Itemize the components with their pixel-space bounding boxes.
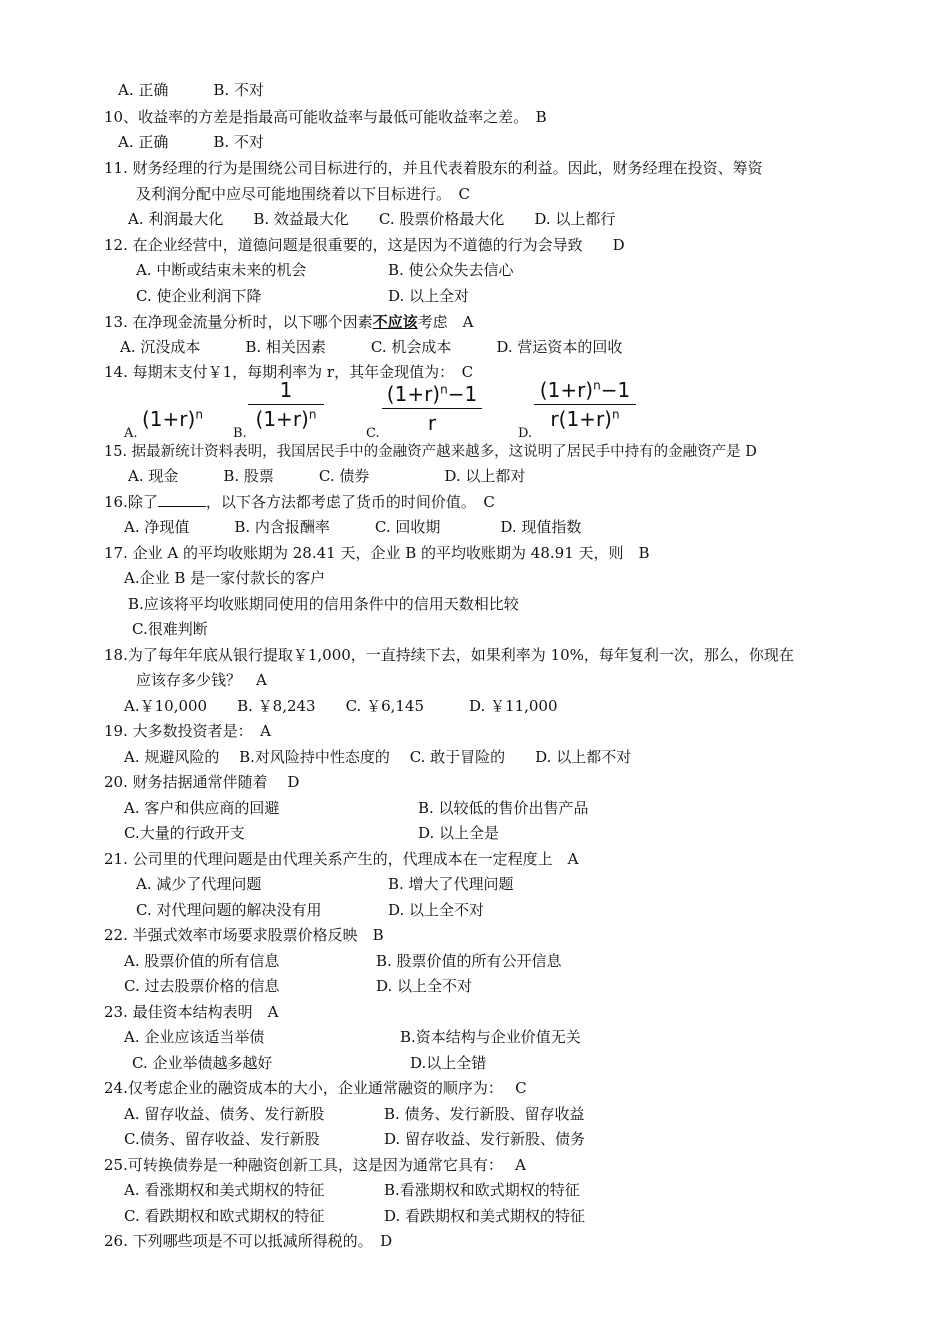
- question-18-line1: 18.为了每年年底从银行提取￥1,000，一直持续下去，如果利率为 10%，每年复利一次，那么，你现在: [104, 646, 794, 664]
- question-11-line2: 及利润分配中应尽可能地围绕着以下目标进行。 C: [136, 185, 470, 203]
- q20-option-c: C.大量的行政开支: [124, 824, 245, 842]
- q14-formula-a: [142, 407, 203, 431]
- question-18-line2: 应该存多少钱？ A: [136, 671, 267, 689]
- formula-c-num-exp: n: [440, 382, 448, 397]
- formula-b-denominator: [248, 407, 324, 431]
- q21-option-c: C. 对代理问题的解决没有用: [136, 901, 322, 919]
- q22-option-b: B. 股票价值的所有公开信息: [376, 952, 562, 970]
- formula-b-den-base: (1+r): [255, 407, 309, 431]
- q14-formula-b: [248, 378, 324, 431]
- q17-option-a: A.企业 B 是一家付款长的客户: [124, 569, 326, 587]
- formula-b-den-exp: n: [308, 407, 317, 422]
- formula-c-numerator: [382, 382, 482, 406]
- formula-d-den-base: (1+r): [558, 407, 612, 431]
- q14-label-b: B.: [233, 426, 247, 441]
- q23-option-a: A. 企业应该适当举债: [124, 1028, 265, 1046]
- q25-option-d: D. 看跌期权和美式期权的特征: [384, 1207, 586, 1225]
- q20-option-a: A. 客户和供应商的回避: [124, 799, 280, 817]
- q17-option-c: C.很难判断: [132, 620, 208, 638]
- q22-option-c: C. 过去股票价格的信息: [124, 977, 280, 995]
- q18-options: A.￥10,000 B. ￥8,243 C. ￥6,145 D. ￥11,000: [124, 697, 558, 715]
- formula-a-exp: n: [195, 407, 203, 422]
- q12-option-a: A. 中断或结束未来的机会: [136, 261, 307, 279]
- q12-option-d: D. 以上全对: [388, 287, 470, 305]
- q10-options: A. 正确 B. 不对: [118, 133, 264, 151]
- question-16: [104, 492, 495, 512]
- q9-options: A. 正确 B. 不对: [118, 81, 264, 99]
- q12-option-c: C. 使企业利润下降: [136, 287, 262, 305]
- q24-option-b: B. 债务、发行新股、留存收益: [384, 1105, 585, 1123]
- q13-text-post: 考虑 A: [417, 313, 474, 331]
- formula-d-num-minus: −1: [600, 378, 631, 402]
- q15-options: A. 现金 B. 股票 C. 债券 D. 以上都对: [128, 467, 526, 485]
- q23-option-b: B.资本结构与企业价值无关: [400, 1028, 581, 1046]
- question-15: 15. 据最新统计资料表明，我国居民手中的金融资产越来越多，这说明了居民手中持有的金融资产是 D: [104, 444, 757, 460]
- q24-option-a: A. 留存收益、债务、发行新股: [124, 1105, 325, 1123]
- question-11-line1: 11. 财务经理的行为是围绕公司目标进行的，并且代表着股东的利益。因此，财务经理在投资、筹资: [104, 159, 763, 177]
- q17-option-b: B.应该将平均收账期同使用的信用条件中的信用天数相比较: [128, 595, 519, 613]
- q14-formula-d: [534, 378, 636, 431]
- formula-d-denominator: [534, 407, 636, 431]
- formula-d-num-exp: n: [593, 378, 601, 393]
- q16-options: A. 净现值 B. 内含报酬率 C. 回收期 D. 现值指数: [124, 518, 582, 536]
- formula-c-num-minus: −1: [447, 382, 478, 406]
- question-24: 24.仅考虑企业的融资成本的大小，企业通常融资的顺序为： C: [104, 1079, 527, 1097]
- q25-option-a: A. 看涨期权和美式期权的特征: [124, 1181, 325, 1199]
- q24-option-d: D. 留存收益、发行新股、债务: [384, 1130, 586, 1148]
- q12-option-b: B. 使公众失去信心: [388, 261, 514, 279]
- q22-option-d: D. 以上全不对: [376, 977, 473, 995]
- q14-label-c: C.: [366, 426, 380, 441]
- fraction-bar: [534, 404, 636, 405]
- q19-options: A. 规避风险的 B.对风险持中性态度的 C. 敢于冒险的 D. 以上都不对: [124, 748, 632, 766]
- q14-label-d: D.: [518, 426, 533, 441]
- question-20: 20. 财务拮据通常伴随着 D: [104, 773, 300, 791]
- question-12: 12. 在企业经营中，道德问题是很重要的，这是因为不道德的行为会导致 D: [104, 236, 625, 254]
- q22-option-a: A. 股票价值的所有信息: [124, 952, 280, 970]
- formula-d-numerator: [534, 378, 636, 402]
- q14-formula-c: [382, 382, 482, 435]
- question-23: 23. 最佳资本结构表明 A: [104, 1003, 279, 1021]
- q13-text-pre: 13. 在净现金流量分析时，以下哪个因素: [104, 313, 373, 331]
- formula-a-base: (1+r): [142, 407, 196, 431]
- q13-options: A. 沉没成本 B. 相关因素 C. 机会成本 D. 营运资本的回收: [120, 338, 623, 356]
- formula-d-den-r: r: [550, 407, 559, 431]
- q24-option-c: C.债务、留存收益、发行新股: [124, 1130, 320, 1148]
- question-13: [104, 312, 473, 332]
- q14-label-a: A.: [124, 426, 138, 441]
- q25-option-c: C. 看跌期权和欧式期权的特征: [124, 1207, 325, 1225]
- formula-d-num-base: (1+r): [539, 378, 594, 402]
- question-17: 17. 企业 A 的平均收账期为 28.41 天，企业 B 的平均收账期为 48.91 天，则 B: [104, 544, 650, 562]
- q20-option-b: B. 以较低的售价出售产品: [418, 799, 589, 817]
- q21-option-a: A. 减少了代理问题: [136, 875, 262, 893]
- question-14: 14. 每期末支付￥1，每期利率为 r，其年金现值为： C: [104, 363, 474, 381]
- question-19: 19. 大多数投资者是： A: [104, 722, 271, 740]
- q11-options: A. 利润最大化 B. 效益最大化 C. 股票价格最大化 D. 以上都行: [128, 210, 616, 228]
- q21-option-d: D. 以上全不对: [388, 901, 485, 919]
- q25-option-b: B.看涨期权和欧式期权的特征: [384, 1181, 580, 1199]
- q20-option-d: D. 以上全是: [418, 824, 500, 842]
- q13-emphasis: 不应该: [372, 313, 418, 331]
- question-25: 25.可转换债券是一种融资创新工具，这是因为通常它具有： A: [104, 1156, 526, 1174]
- q16-text-pre: 16.除了: [104, 493, 158, 511]
- fraction-bar: [382, 408, 482, 409]
- fraction-bar: [248, 404, 324, 405]
- q23-option-c: C. 企业举债越多越好: [132, 1054, 273, 1072]
- q16-text-post: ，以下各方法都考虑了货币的时间价值。 C: [205, 493, 495, 511]
- question-26: 26. 下列哪些项是不可以抵减所得税的。 D: [104, 1232, 393, 1250]
- question-22: 22. 半强式效率市场要求股票价格反映 B: [104, 926, 384, 944]
- formula-d-den-exp: n: [611, 407, 620, 422]
- q21-option-b: B. 增大了代理问题: [388, 875, 514, 893]
- formula-c-denominator: r: [427, 411, 437, 435]
- question-10: 10、收益率的方差是指最高可能收益率与最低可能收益率之差。 B: [104, 108, 547, 126]
- q23-option-d: D.以上全错: [410, 1054, 487, 1072]
- question-21: 21. 公司里的代理问题是由代理关系产生的，代理成本在一定程度上 A: [104, 850, 579, 868]
- formula-b-numerator: 1: [279, 378, 293, 402]
- formula-c-num-base: (1+r): [386, 382, 441, 406]
- q16-blank: [158, 492, 206, 507]
